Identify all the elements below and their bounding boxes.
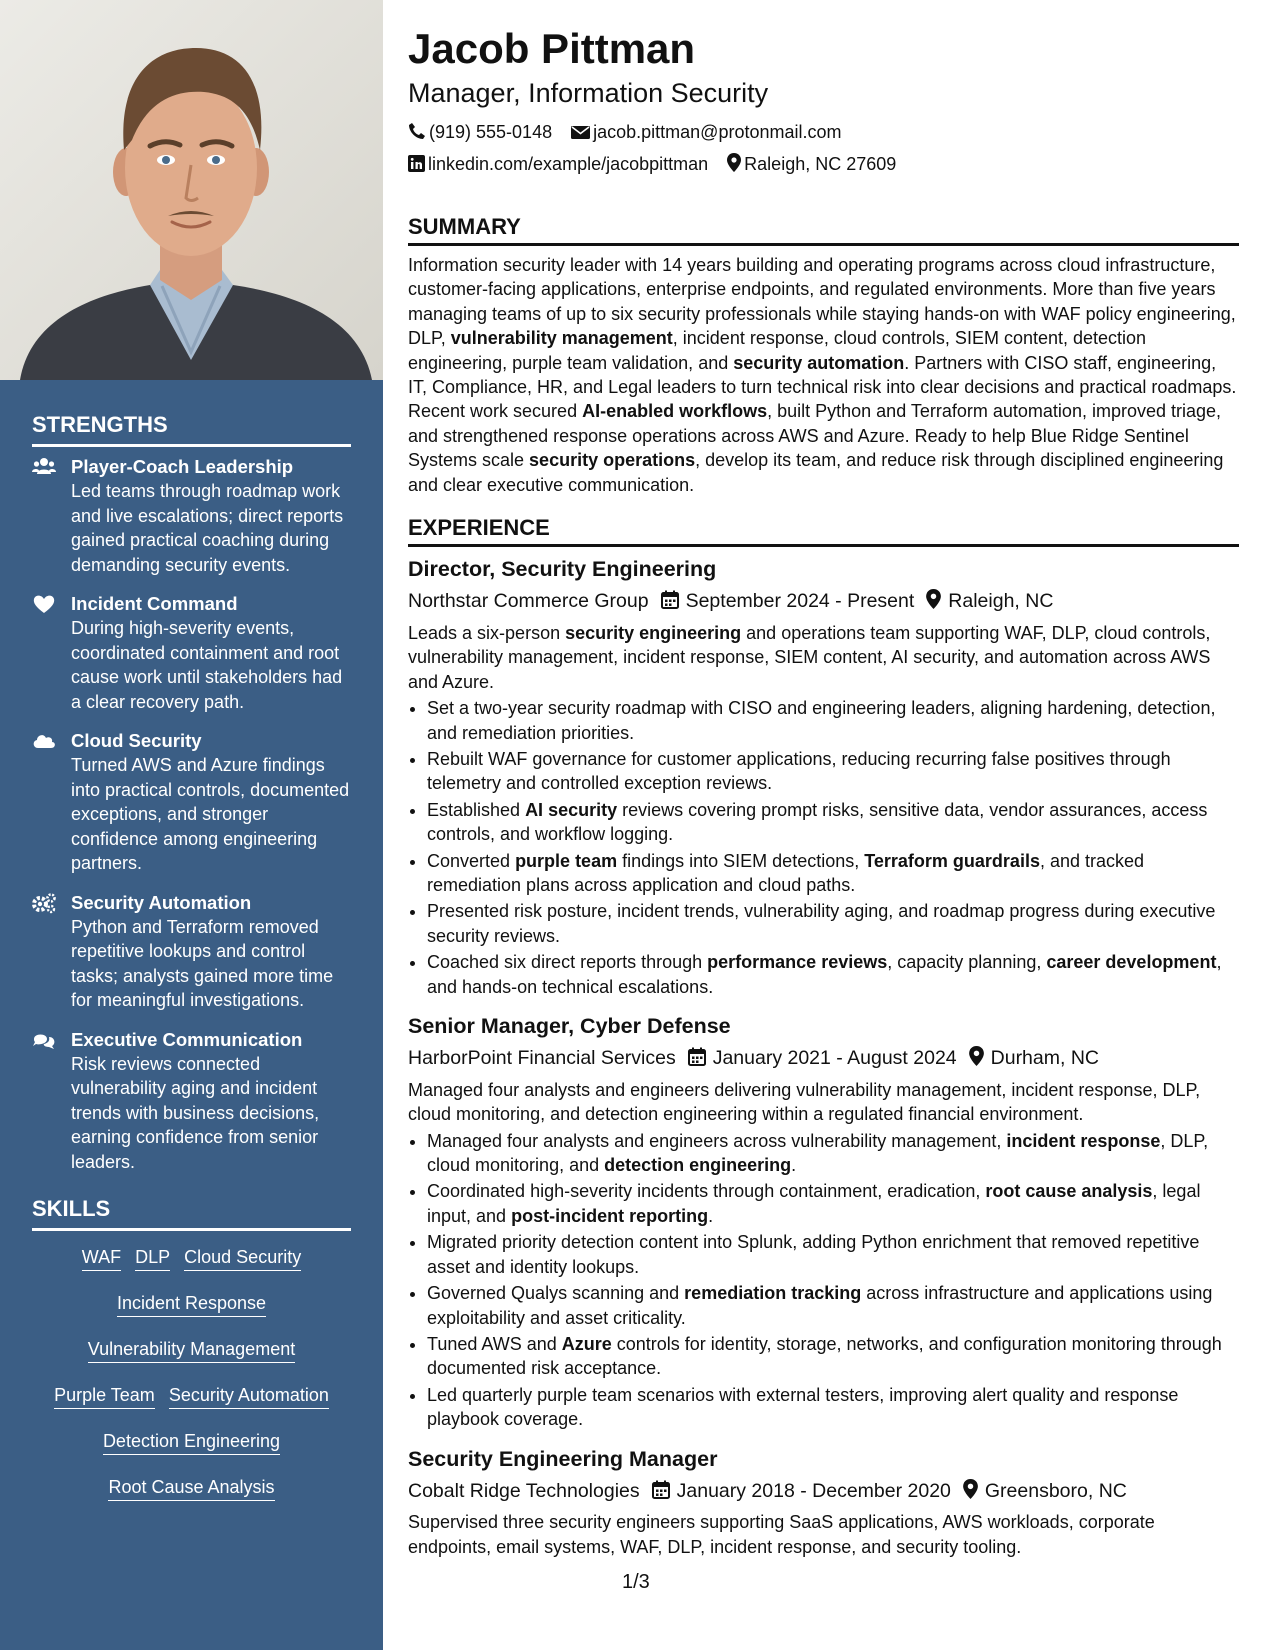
- skills-list: [32, 1245, 351, 1503]
- list-item: • Rebuilt WAF governance for customer applications, reducing recurring false positives through telemetry and controlled exception reviews.: [427, 747, 1239, 796]
- location-text: Raleigh, NC 27609: [744, 154, 897, 174]
- candidate-name: Jacob Pittman: [408, 25, 696, 72]
- strength-title: Incident Command: [71, 593, 238, 614]
- job-summary: Managed four analysts and engineers delivering vulnerability management, incident response, DLP, cloud monitoring, and detection engineering within a regulated financial environment.: [408, 1079, 1201, 1125]
- list-item: • Migrated priority detection content into Splunk, adding Python enrichment that removed repetitive asset and identity lookups.: [427, 1230, 1239, 1279]
- strength-title: Cloud Security: [71, 730, 202, 751]
- heart-icon: [32, 593, 56, 615]
- experience-entry: [408, 1444, 1239, 1560]
- strength-description: Risk reviews connected vulnerability aging and incident trends with business decisions, earning confidence from senior leaders.: [71, 1053, 320, 1172]
- experience-entry: [408, 554, 1239, 999]
- job-company: Cobalt Ridge Technologies: [408, 1479, 640, 1502]
- skill-tag: Incident Response: [117, 1291, 266, 1317]
- skill-tag: WAF: [82, 1245, 121, 1271]
- profile-photo: [0, 0, 383, 380]
- job-dates: September 2024 - Present: [685, 589, 915, 612]
- strength-title: Executive Communication: [71, 1028, 303, 1050]
- map-marker-icon: [969, 1046, 984, 1066]
- strengths-heading: STRENGTHS: [32, 412, 351, 447]
- skill-tag: Purple Team: [54, 1383, 155, 1409]
- job-bullets: [408, 1129, 1239, 1432]
- job-dates: January 2018 - December 2020: [676, 1479, 951, 1502]
- cloud-icon: [32, 730, 56, 752]
- profile-photo-illustration: [0, 0, 383, 380]
- strength-description: Led teams through roadmap work and live escalations; direct reports gained practical coaching during demanding security events.: [71, 481, 344, 575]
- calendar-icon: [652, 1480, 670, 1499]
- skill-tag: DLP: [135, 1245, 170, 1271]
- skill-tag: Security Automation: [169, 1383, 329, 1409]
- list-item: • Presented risk posture, incident trends, vulnerability aging, and roadmap progress during executive security reviews.: [427, 899, 1239, 948]
- map-marker-icon: [963, 1479, 978, 1499]
- envelope-icon: [571, 124, 590, 140]
- strength-title: Security Automation: [71, 891, 252, 913]
- candidate-title: Manager, Information Security: [408, 78, 769, 108]
- experience-entry: [408, 1011, 1239, 1432]
- calendar-icon: [661, 590, 679, 609]
- job-meta: [408, 584, 1239, 617]
- email-address: jacob.pittman@protonmail.com: [593, 122, 842, 142]
- job-role: Senior Manager, Cyber Defense: [408, 1014, 731, 1038]
- job-summary: Supervised three security engineers supporting SaaS applications, AWS workloads, corporate endpoints, email systems, WAF, DLP, incident response, and security tooling.: [408, 1512, 1155, 1557]
- strength-description: Python and Terraform removed repetitive lookups and control tasks; analysts gained more time for meaningful investigations.: [71, 916, 334, 1010]
- list-item: • Set a two-year security roadmap with CISO and engineering leaders, aligning hardening, detection, and remediation priorities.: [427, 696, 1239, 745]
- linkedin-icon: [408, 155, 425, 172]
- contact-linkedin[interactable]: [408, 148, 708, 180]
- contact-email[interactable]: [571, 116, 841, 148]
- job-location: Greensboro, NC: [984, 1479, 1127, 1502]
- job-location: Durham, NC: [990, 1046, 1099, 1069]
- skill-tag: Vulnerability Management: [88, 1337, 295, 1363]
- summary-heading: SUMMARY: [408, 213, 1239, 246]
- contact-phone[interactable]: [408, 116, 552, 148]
- sidebar-content: [32, 412, 351, 1521]
- list-item: • Established AI security reviews covering prompt risks, sensitive data, vendor assurances, access controls, and workflow logging.: [427, 798, 1239, 847]
- list-item: • Coordinated high-severity incidents through containment, eradication, root cause analysis, legal input, and post-incident reporting.: [427, 1179, 1239, 1228]
- calendar-icon: [688, 1047, 706, 1066]
- users-icon: [32, 456, 56, 478]
- phone-number: (919) 555-0148: [429, 122, 553, 142]
- list-item: • Tuned AWS and Azure controls for identity, storage, networks, and configuration monitoring through documented risk acceptance.: [427, 1332, 1239, 1381]
- linkedin-url: linkedin.com/example/jacobpittman: [428, 154, 709, 174]
- strength-description: Turned AWS and Azure findings into practical controls, documented exceptions, and stronger confidence among engineering partners.: [71, 755, 350, 873]
- job-location: Raleigh, NC: [948, 589, 1054, 612]
- strength-description: During high-severity events, coordinated containment and root cause work until stakeholders had a clear recovery path.: [71, 618, 343, 712]
- main-content: [408, 22, 1239, 1559]
- summary-text: Information security leader with 14 years building and operating programs across cloud infrastructure, customer-facing applications, enterprise endpoints, and regulated environments. More than five years managing teams of up to six security professionals while staying hands-on with WAF policy engineering, DLP, vulnerability management, incident response, cloud controls, SIEM content, detection engineering, purple team validation, and security automation. Partners with CISO staff, engineering, IT, Compliance, HR, and Legal leaders to turn technical risk into clear decisions and practical roadmaps. Recent work secured AI-enabled workflows, built Python and Terraform automation, improved triage, and strengthened response operations across AWS and Azure. Ready to help Blue Ridge Sentinel Systems scale security operations, develop its team, and reduce risk through disciplined engineering and clear executive communication.: [408, 255, 1237, 495]
- strength-item: [32, 592, 351, 714]
- skill-tag: Root Cause Analysis: [108, 1475, 274, 1501]
- list-item: • Managed four analysts and engineers across vulnerability management, incident response, DLP, cloud monitoring, and detection engineering.: [427, 1129, 1239, 1178]
- list-item: • Led quarterly purple team scenarios with external testers, improving alert quality and response playbook coverage.: [427, 1383, 1239, 1432]
- experience-heading: EXPERIENCE: [408, 514, 1239, 547]
- job-company: Northstar Commerce Group: [408, 589, 649, 612]
- job-role: Director, Security Engineering: [408, 557, 717, 582]
- job-bullets: [408, 696, 1239, 999]
- job-meta: [408, 1041, 1239, 1074]
- strength-title: Player-Coach Leadership: [71, 456, 294, 477]
- job-meta: [408, 1474, 1239, 1507]
- list-item: • Coached six direct reports through performance reviews, capacity planning, career development, and hands-on technical escalations.: [427, 950, 1239, 999]
- strength-item: [32, 1028, 351, 1175]
- job-company: HarborPoint Financial Services: [408, 1046, 676, 1069]
- skills-heading: SKILLS: [32, 1196, 351, 1231]
- contact-line: [408, 116, 1239, 148]
- sidebar: [0, 0, 383, 1650]
- page-number: 1/3: [622, 1571, 650, 1593]
- list-item: • Governed Qualys scanning and remediation tracking across infrastructure and applications using exploitability and asset criticality.: [427, 1281, 1239, 1330]
- phone-icon: [408, 122, 426, 140]
- strength-item: [32, 891, 351, 1013]
- job-dates: January 2021 - August 2024: [712, 1046, 957, 1069]
- skill-tag: Cloud Security: [184, 1245, 301, 1271]
- job-summary: Leads a six-person security engineering and operations team supporting WAF, DLP, cloud controls, vulnerability management, incident response, SIEM content, AI security, and automation across AWS and Azure.: [408, 622, 1211, 692]
- comments-icon: [32, 1029, 56, 1051]
- contact-location: [727, 148, 896, 180]
- gears-icon: [32, 892, 56, 914]
- strength-item: [32, 729, 351, 876]
- contact-line: [408, 148, 1239, 180]
- job-role: Security Engineering Manager: [408, 1446, 718, 1471]
- list-item: • Converted purple team findings into SIEM detections, Terraform guardrails, and tracked remediation plans across application and cloud paths.: [427, 849, 1239, 898]
- map-marker-icon: [926, 589, 941, 609]
- strength-item: [32, 455, 351, 577]
- experience-list: [408, 554, 1239, 1559]
- map-marker-icon: [727, 153, 741, 172]
- skill-tag: Detection Engineering: [103, 1429, 280, 1455]
